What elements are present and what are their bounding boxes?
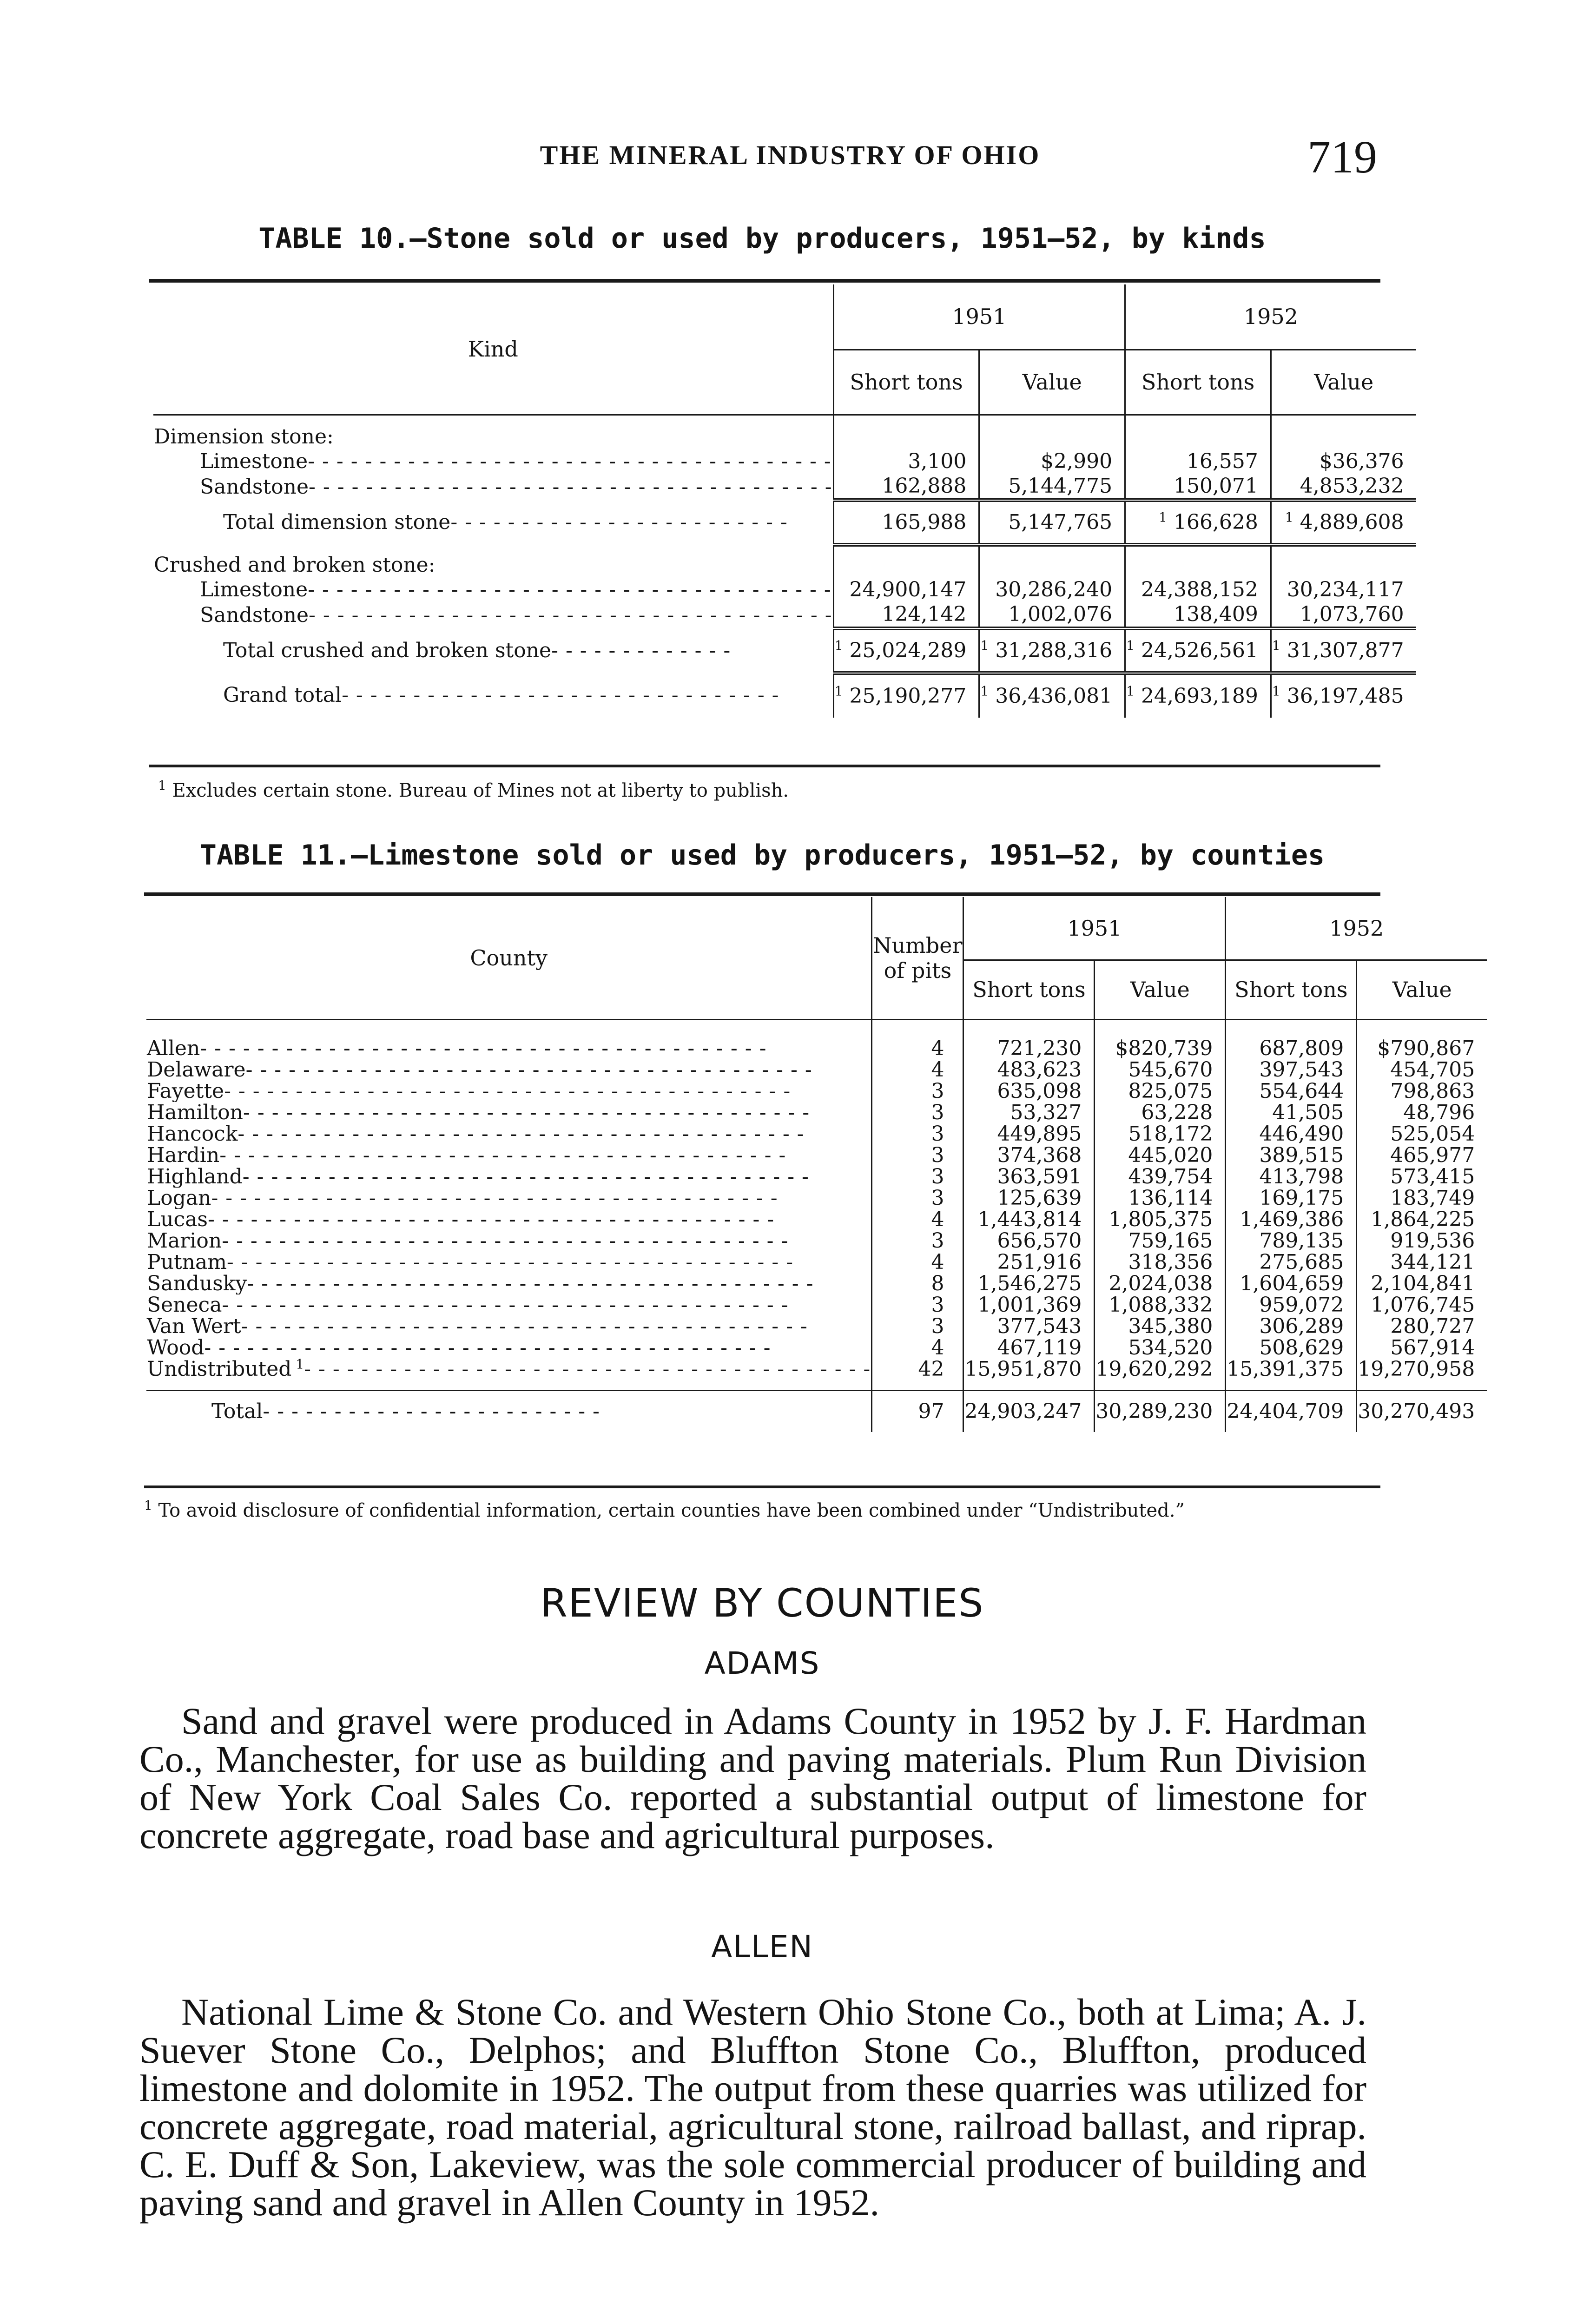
cell-value-1951: $820,739 [1095, 1038, 1226, 1059]
cell-tons-1951: 53,327 [963, 1102, 1095, 1123]
cell-tons-1951: 1,001,369 [963, 1294, 1095, 1316]
row-label: Total dimension stone [223, 510, 451, 534]
cell-value-1952: 2,104,841 [1357, 1273, 1487, 1294]
row-label: Grand total [223, 683, 342, 707]
cell-pits: 8 [872, 1273, 963, 1294]
cell-value-1952: $36,376 [1271, 449, 1416, 474]
cell-pits: 42 [872, 1359, 963, 1380]
table10-header-1951: 1951 [833, 284, 1125, 350]
cell-pits: 97 [872, 1390, 963, 1432]
cell-value-1952: 1,864,225 [1357, 1209, 1487, 1230]
cell-value-1951: 318,356 [1095, 1252, 1226, 1273]
cell-tons-1951: 25,024,289 [849, 639, 967, 662]
cell-tons-1952: 1,469,386 [1226, 1209, 1357, 1230]
cell-value-1951: 445,020 [1095, 1145, 1226, 1166]
cell-value-1951: 439,754 [1095, 1166, 1226, 1188]
table10-group-crushed: Crushed and broken stone: [154, 553, 435, 577]
page-number: 719 [1307, 131, 1377, 183]
cell-pits: 3 [872, 1145, 963, 1166]
cell-value-1952: 36,197,485 [1287, 684, 1404, 708]
cell-tons-1952: 24,693,189 [1141, 684, 1258, 708]
cell-tons-1952: 166,628 [1173, 510, 1258, 534]
table10-title: TABLE 10.—Stone sold or used by producers, 1951–52, by kinds [258, 222, 1266, 255]
cell-tons-1951: 377,543 [963, 1316, 1095, 1337]
table11 [146, 897, 1487, 1432]
cell-pits: 4 [872, 1059, 963, 1081]
cell-value-1951: 534,520 [1095, 1337, 1226, 1359]
county-name: Highland [147, 1166, 243, 1188]
cell-value-1951: 5,144,775 [979, 474, 1125, 500]
cell-value-1951: 31,288,316 [995, 639, 1113, 662]
table10 [153, 284, 1416, 718]
county-name: Undistributed [147, 1359, 292, 1380]
table11-header-1951: 1951 [963, 897, 1226, 960]
table10-bottom-rule [149, 765, 1380, 767]
cell-value-1952: 30,234,117 [1271, 577, 1416, 602]
cell-tons-1951: 721,230 [963, 1038, 1095, 1059]
cell-tons-1952: 389,515 [1226, 1145, 1357, 1166]
cell-tons-1952: 275,685 [1226, 1252, 1357, 1273]
cell-tons-1951: 124,142 [833, 602, 979, 628]
cell-tons-1952: 959,072 [1226, 1294, 1357, 1316]
county-name: Delaware [147, 1059, 246, 1081]
county-name: Allen [147, 1038, 200, 1059]
table10-header-tons-1952: Short tons [1125, 350, 1271, 415]
table-row: Limestone- - - - - - - - - - - - - - - - - - - - - - - - - - - - - - - - - - - - - 3,100 $2,990 16,557 $36,376 [153, 449, 1416, 474]
cell-tons-1952: 169,175 [1226, 1188, 1357, 1209]
cell-tons-1951: 374,368 [963, 1145, 1095, 1166]
table10-header-value-1952: Value [1271, 350, 1416, 415]
row-label: Total [211, 1400, 263, 1424]
table-row: Allen- - - - - - - - - - - - - - - - - - - - - - - - - - - - - - - - - - - - - - - - 4 721,230 $820,739 687,809 $790,867 [146, 1038, 1487, 1059]
table-row: Sandusky- - - - - - - - - - - - - - - - - - - - - - - - - - - - - - - - - - - - - - - - 8 1,546,275 2,024,038 1,604,659 2,104,841 [146, 1273, 1487, 1294]
cell-tons-1951: 251,916 [963, 1252, 1095, 1273]
cell-tons-1951: 483,623 [963, 1059, 1095, 1081]
county-name: Lucas [147, 1209, 208, 1230]
table11-footnote: $^1$ To avoid disclosure of confidential information, certain counties have been combined under “Undistributed.” [144, 1498, 1185, 1521]
cell-tons-1951: 467,119 [963, 1337, 1095, 1359]
cell-tons-1952: 150,071 [1125, 474, 1271, 500]
cell-value-1952: 4,889,608 [1300, 510, 1404, 534]
table11-header-tons-1952: Short tons [1226, 960, 1357, 1019]
cell-tons-1951: 656,570 [963, 1230, 1095, 1252]
table-row: Seneca- - - - - - - - - - - - - - - - - - - - - - - - - - - - - - - - - - - - - - - - 3 1,001,369 1,088,332 959,072 1,076,745 [146, 1294, 1487, 1316]
cell-tons-1951: 162,888 [833, 474, 979, 500]
cell-value-1952: 30,270,493 [1357, 1390, 1487, 1432]
county-name: Hardin [147, 1145, 220, 1166]
cell-pits: 4 [872, 1209, 963, 1230]
allen-paragraph: National Lime & Stone Co. and Western Ohio Stone Co., both at Lima; A. J. Suever Stone Co., Delphos; and Bluffton Stone Co., Bluffton, produced limestone and dolomite in 1952. The output from these quarries was utilized for concrete aggregate, road material, agricultural stone, railroad ballast, and riprap. C. E. Duff & Son, Lakeview, was the sole commercial producer of building and paving sand and gravel in Allen County in 1952. [139, 1991, 1366, 2224]
table-row: Marion- - - - - - - - - - - - - - - - - - - - - - - - - - - - - - - - - - - - - - - - 3 656,570 759,165 789,135 919,536 [146, 1230, 1487, 1252]
cell-value-1952: 454,705 [1357, 1059, 1487, 1081]
table11-header-tons-1951: Short tons [963, 960, 1095, 1019]
cell-value-1951: 36,436,081 [995, 684, 1113, 708]
cell-value-1951: 825,075 [1095, 1081, 1226, 1102]
county-name: Fayette [147, 1081, 224, 1102]
table10-footnote: $^1$ Excludes certain stone. Bureau of Mines not at liberty to publish. [158, 778, 789, 801]
row-label: Sandstone [200, 475, 309, 499]
cell-tons-1952: 789,135 [1226, 1230, 1357, 1252]
cell-value-1951: 759,165 [1095, 1230, 1226, 1252]
table10-header-1952: 1952 [1125, 284, 1416, 350]
cell-tons-1952: 508,629 [1226, 1337, 1357, 1359]
row-label: Limestone [200, 577, 308, 601]
cell-value-1951: 1,002,076 [979, 602, 1125, 628]
county-name: Logan [147, 1188, 211, 1209]
cell-value-1951: 518,172 [1095, 1123, 1226, 1145]
cell-value-1952: 1,076,745 [1357, 1294, 1487, 1316]
cell-tons-1951: 635,098 [963, 1081, 1095, 1102]
cell-tons-1951: 125,639 [963, 1188, 1095, 1209]
cell-pits: 3 [872, 1316, 963, 1337]
table-row: Lucas- - - - - - - - - - - - - - - - - - - - - - - - - - - - - - - - - - - - - - - - 4 1,443,814 1,805,375 1,469,386 1,864,225 [146, 1209, 1487, 1230]
cell-tons-1951: 24,900,147 [833, 577, 979, 602]
running-header: THE MINERAL INDUSTRY OF OHIO [540, 140, 1041, 170]
table11-header-1952: 1952 [1226, 897, 1487, 960]
cell-tons-1952: 413,798 [1226, 1166, 1357, 1188]
cell-value-1951: 63,228 [1095, 1102, 1226, 1123]
county-name: Van Wert [147, 1316, 241, 1337]
table-row: Delaware- - - - - - - - - - - - - - - - - - - - - - - - - - - - - - - - - - - - - - - - 4 483,623 545,670 397,543 454,705 [146, 1059, 1487, 1081]
cell-value-1952: $790,867 [1357, 1038, 1487, 1059]
cell-value-1952: 1,073,760 [1271, 602, 1416, 628]
table10-header-tons-1951: Short tons [833, 350, 979, 415]
cell-pits: 4 [872, 1038, 963, 1059]
cell-tons-1952: 24,526,561 [1141, 639, 1258, 662]
cell-pits: 3 [872, 1123, 963, 1145]
cell-value-1952: 919,536 [1357, 1230, 1487, 1252]
table-row: Hamilton- - - - - - - - - - - - - - - - - - - - - - - - - - - - - - - - - - - - - - - - 3 53,327 63,228 41,505 48,796 [146, 1102, 1487, 1123]
table-row: Total dimension stone- - - - - - - - - - - - - - - - - - - - - - - - 165,988 5,147,765 $^1$ 166,628 $^1$ 4,889,608 [153, 500, 1416, 545]
cell-tons-1952: 687,809 [1226, 1038, 1357, 1059]
cell-tons-1952: 446,490 [1226, 1123, 1357, 1145]
row-label: Sandstone [200, 603, 309, 627]
cell-value-1951: $2,990 [979, 449, 1125, 474]
allen-heading: ALLEN [711, 1929, 813, 1965]
table10-top-rule [149, 279, 1380, 283]
table-row-total: Total- - - - - - - - - - - - - - - - - - - - - - - - 97 24,903,247 30,289,230 24,404,709 30,270,493 [146, 1390, 1487, 1432]
row-label: Total crushed and broken stone [223, 639, 552, 662]
cell-tons-1951: 449,895 [963, 1123, 1095, 1145]
table-row: Highland- - - - - - - - - - - - - - - - - - - - - - - - - - - - - - - - - - - - - - - - 3 363,591 439,754 413,798 573,415 [146, 1166, 1487, 1188]
cell-tons-1951: 165,988 [833, 500, 979, 545]
table11-header-pits: Number of pits [872, 897, 963, 1019]
section-heading: REVIEW BY COUNTIES [540, 1580, 984, 1626]
cell-value-1951: 545,670 [1095, 1059, 1226, 1081]
table11-top-rule [144, 892, 1380, 896]
cell-value-1952: 344,121 [1357, 1252, 1487, 1273]
table-row: Total crushed and broken stone- - - - - - - - - - - - - $^1$ 25,024,289 $^1$ 31,288,316 $^1$ 24,526,561 $^1$ 31,307,877 [153, 628, 1416, 673]
county-name: Putnam [147, 1252, 227, 1273]
table-row: Undistributed $^1$- - - - - - - - - - - - - - - - - - - - - - - - - - - - - - - - - - - - - - - - 42 15,951,870 19,620,292 15,391,375 19,270,958 [146, 1359, 1487, 1380]
table10-header-value-1951: Value [979, 350, 1125, 415]
cell-value-1951: 5,147,765 [979, 500, 1125, 545]
table-row: Van Wert- - - - - - - - - - - - - - - - - - - - - - - - - - - - - - - - - - - - - - - - 3 377,543 345,380 306,289 280,727 [146, 1316, 1487, 1337]
table-row: Logan- - - - - - - - - - - - - - - - - - - - - - - - - - - - - - - - - - - - - - - - 3 125,639 136,114 169,175 183,749 [146, 1188, 1487, 1209]
table-row: Wood- - - - - - - - - - - - - - - - - - - - - - - - - - - - - - - - - - - - - - - - 4 467,119 534,520 508,629 567,914 [146, 1337, 1487, 1359]
cell-tons-1951: 363,591 [963, 1166, 1095, 1188]
cell-tons-1952: 24,388,152 [1125, 577, 1271, 602]
cell-tons-1951: 1,546,275 [963, 1273, 1095, 1294]
county-name: Hamilton [147, 1102, 243, 1123]
adams-heading: ADAMS [704, 1645, 820, 1681]
row-label: Limestone [200, 449, 308, 473]
cell-value-1952: 48,796 [1357, 1102, 1487, 1123]
cell-tons-1952: 1,604,659 [1226, 1273, 1357, 1294]
cell-tons-1952: 306,289 [1226, 1316, 1357, 1337]
cell-value-1951: 1,088,332 [1095, 1294, 1226, 1316]
table11-bottom-rule [144, 1486, 1380, 1488]
cell-pits: 4 [872, 1337, 963, 1359]
cell-pits: 3 [872, 1294, 963, 1316]
cell-tons-1952: 41,505 [1226, 1102, 1357, 1123]
table-row: Grand total- - - - - - - - - - - - - - - - - - - - - - - - - - - - - - - $^1$ 25,190,277 $^1$ 36,436,081 $^1$ 24,693,189 $^1$ 36,197,485 [153, 673, 1416, 718]
cell-tons-1952: 16,557 [1125, 449, 1271, 474]
cell-value-1951: 136,114 [1095, 1188, 1226, 1209]
cell-value-1951: 19,620,292 [1095, 1359, 1226, 1380]
cell-tons-1951: 15,951,870 [963, 1359, 1095, 1380]
cell-pits: 3 [872, 1102, 963, 1123]
county-name: Sandusky [147, 1273, 247, 1294]
cell-value-1951: 345,380 [1095, 1316, 1226, 1337]
cell-value-1952: 573,415 [1357, 1166, 1487, 1188]
cell-pits: 3 [872, 1081, 963, 1102]
cell-tons-1952: 138,409 [1125, 602, 1271, 628]
table-row: Sandstone- - - - - - - - - - - - - - - - - - - - - - - - - - - - - - - - - - - - - 124,142 1,002,076 138,409 1,073,760 [153, 602, 1416, 628]
cell-value-1952: 19,270,958 [1357, 1359, 1487, 1380]
table-row: Putnam- - - - - - - - - - - - - - - - - - - - - - - - - - - - - - - - - - - - - - - - 4 251,916 318,356 275,685 344,121 [146, 1252, 1487, 1273]
cell-pits: 3 [872, 1166, 963, 1188]
county-name: Hancock [147, 1123, 238, 1145]
table10-group-dimension: Dimension stone: [154, 424, 334, 449]
cell-value-1952: 567,914 [1357, 1337, 1487, 1359]
adams-paragraph: Sand and gravel were produced in Adams County in 1952 by J. F. Hardman Co., Manchester, for use as building and paving materials. Plum Run Division of New York Coal Sales Co. reported a substantial output of limestone for concrete aggregate, road base and agricultural purposes. [139, 1700, 1366, 1856]
cell-tons-1951: 24,903,247 [963, 1390, 1095, 1432]
cell-pits: 3 [872, 1188, 963, 1209]
cell-value-1952: 465,977 [1357, 1145, 1487, 1166]
county-name: Seneca [147, 1294, 222, 1316]
table11-title: TABLE 11.—Limestone sold or used by producers, 1951–52, by counties [199, 839, 1325, 872]
county-name: Marion [147, 1230, 222, 1252]
cell-tons-1951: 1,443,814 [963, 1209, 1095, 1230]
county-name: Wood [147, 1337, 205, 1359]
cell-value-1952: 31,307,877 [1287, 639, 1404, 662]
table11-header-value-1952: Value [1357, 960, 1487, 1019]
cell-tons-1951: 3,100 [833, 449, 979, 474]
table11-header-value-1951: Value [1095, 960, 1226, 1019]
cell-value-1952: 280,727 [1357, 1316, 1487, 1337]
cell-pits: 3 [872, 1230, 963, 1252]
cell-value-1952: 183,749 [1357, 1188, 1487, 1209]
table-row: Fayette- - - - - - - - - - - - - - - - - - - - - - - - - - - - - - - - - - - - - - - - 3 635,098 825,075 554,644 798,863 [146, 1081, 1487, 1102]
table10-header-kind: Kind [153, 284, 833, 415]
cell-value-1952: 798,863 [1357, 1081, 1487, 1102]
cell-tons-1952: 397,543 [1226, 1059, 1357, 1081]
table11-header-county: County [146, 897, 872, 1019]
cell-value-1951: 2,024,038 [1095, 1273, 1226, 1294]
cell-value-1951: 30,286,240 [979, 577, 1125, 602]
cell-value-1952: 525,054 [1357, 1123, 1487, 1145]
table-row: Limestone- - - - - - - - - - - - - - - - - - - - - - - - - - - - - - - - - - - - - 24,900,147 30,286,240 24,388,152 30,234,117 [153, 577, 1416, 602]
cell-value-1952: 4,853,232 [1271, 474, 1416, 500]
table-row: Hancock- - - - - - - - - - - - - - - - - - - - - - - - - - - - - - - - - - - - - - - - 3 449,895 518,172 446,490 525,054 [146, 1123, 1487, 1145]
cell-value-1951: 30,289,230 [1095, 1390, 1226, 1432]
cell-value-1951: 1,805,375 [1095, 1209, 1226, 1230]
cell-tons-1952: 24,404,709 [1226, 1390, 1357, 1432]
cell-tons-1951: 25,190,277 [849, 684, 967, 708]
cell-tons-1952: 554,644 [1226, 1081, 1357, 1102]
cell-tons-1952: 15,391,375 [1226, 1359, 1357, 1380]
cell-pits: 4 [872, 1252, 963, 1273]
table11-body [146, 1038, 1487, 1380]
table-row: Sandstone- - - - - - - - - - - - - - - - - - - - - - - - - - - - - - - - - - - - - 162,888 5,144,775 150,071 4,853,232 [153, 474, 1416, 500]
table-row: Hardin- - - - - - - - - - - - - - - - - - - - - - - - - - - - - - - - - - - - - - - - 3 374,368 445,020 389,515 465,977 [146, 1145, 1487, 1166]
